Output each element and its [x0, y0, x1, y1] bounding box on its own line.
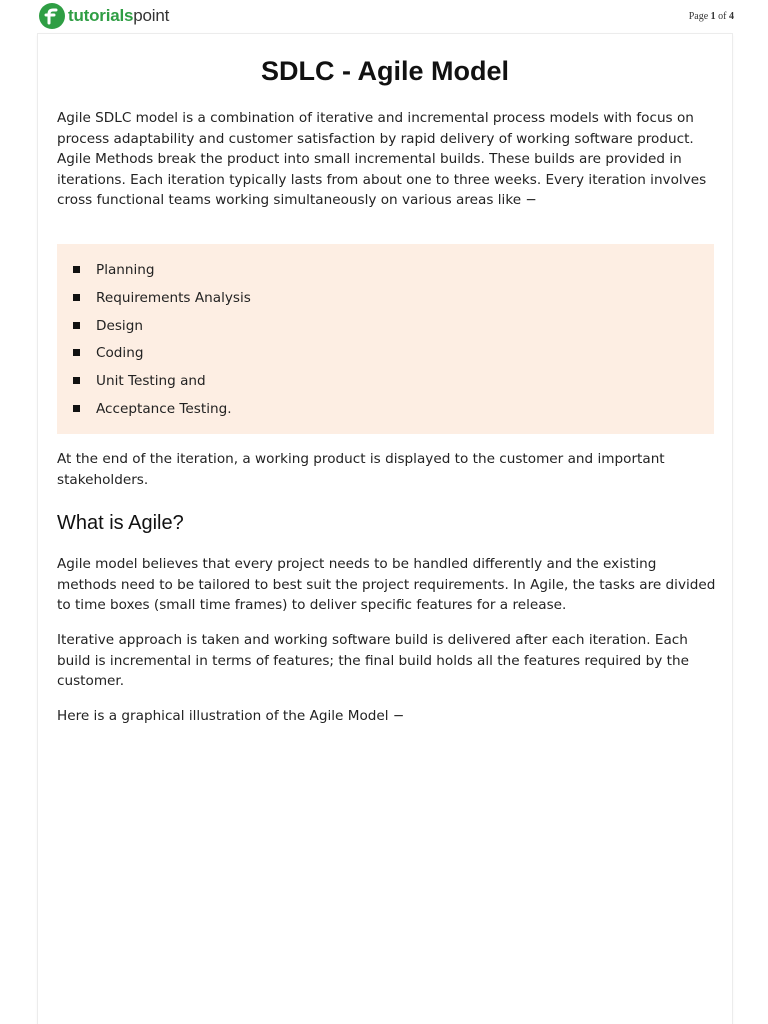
tutorialspoint-logo[interactable] [39, 2, 169, 30]
top-bar [0, 0, 768, 34]
iteration-areas-box [57, 244, 714, 434]
square-bullet-icon [73, 294, 80, 301]
section-heading: What is Agile? [57, 512, 184, 534]
list-item: Acceptance Testing. [57, 399, 714, 427]
iteration-areas-list [57, 244, 714, 427]
square-bullet-icon [73, 322, 80, 329]
list-item: Requirements Analysis [57, 288, 714, 316]
list-item: Design [57, 316, 714, 344]
section-paragraph-2: Iterative approach is taken and working software build is delivered after each iteration. Each build is incremental in terms of features; the final build holds all the features required by the customer. [57, 632, 689, 689]
square-bullet-icon [73, 266, 80, 273]
square-bullet-icon [73, 377, 80, 384]
page-title: SDLC - Agile Model [261, 56, 509, 86]
intro-paragraph: Agile SDLC model is a combination of iterative and incremental process models with focus on process adaptability and customer satisfaction by rapid delivery of working software product. Agile Methods break the product into small incremental builds. These builds are provided in iterations. Each iteration typically lasts from about one to three weeks. Every iteration involves cross functional teams working simultaneously on various areas like − [57, 110, 707, 208]
square-bullet-icon [73, 349, 80, 356]
list-item: Unit Testing and [57, 371, 714, 399]
after-list-paragraph: At the end of the iteration, a working product is displayed to the customer and important stakeholders. [57, 451, 665, 488]
section-paragraph-1: Agile model believes that every project needs to be handled differently and the existing methods need to be tailored to best suit the project requirements. In Agile, the tasks are divided to time boxes (small time frames) to deliver specific features for a release. [57, 556, 716, 613]
page-indicator: Page 1 of 4 [688, 11, 734, 22]
square-bullet-icon [73, 405, 80, 412]
list-item: Planning [57, 260, 714, 288]
list-item: Coding [57, 343, 714, 371]
logo-icon [39, 3, 65, 29]
section-paragraph-3: Here is a graphical illustration of the Agile Model − [57, 708, 405, 724]
logo-text: tutorialspoint [68, 6, 170, 25]
